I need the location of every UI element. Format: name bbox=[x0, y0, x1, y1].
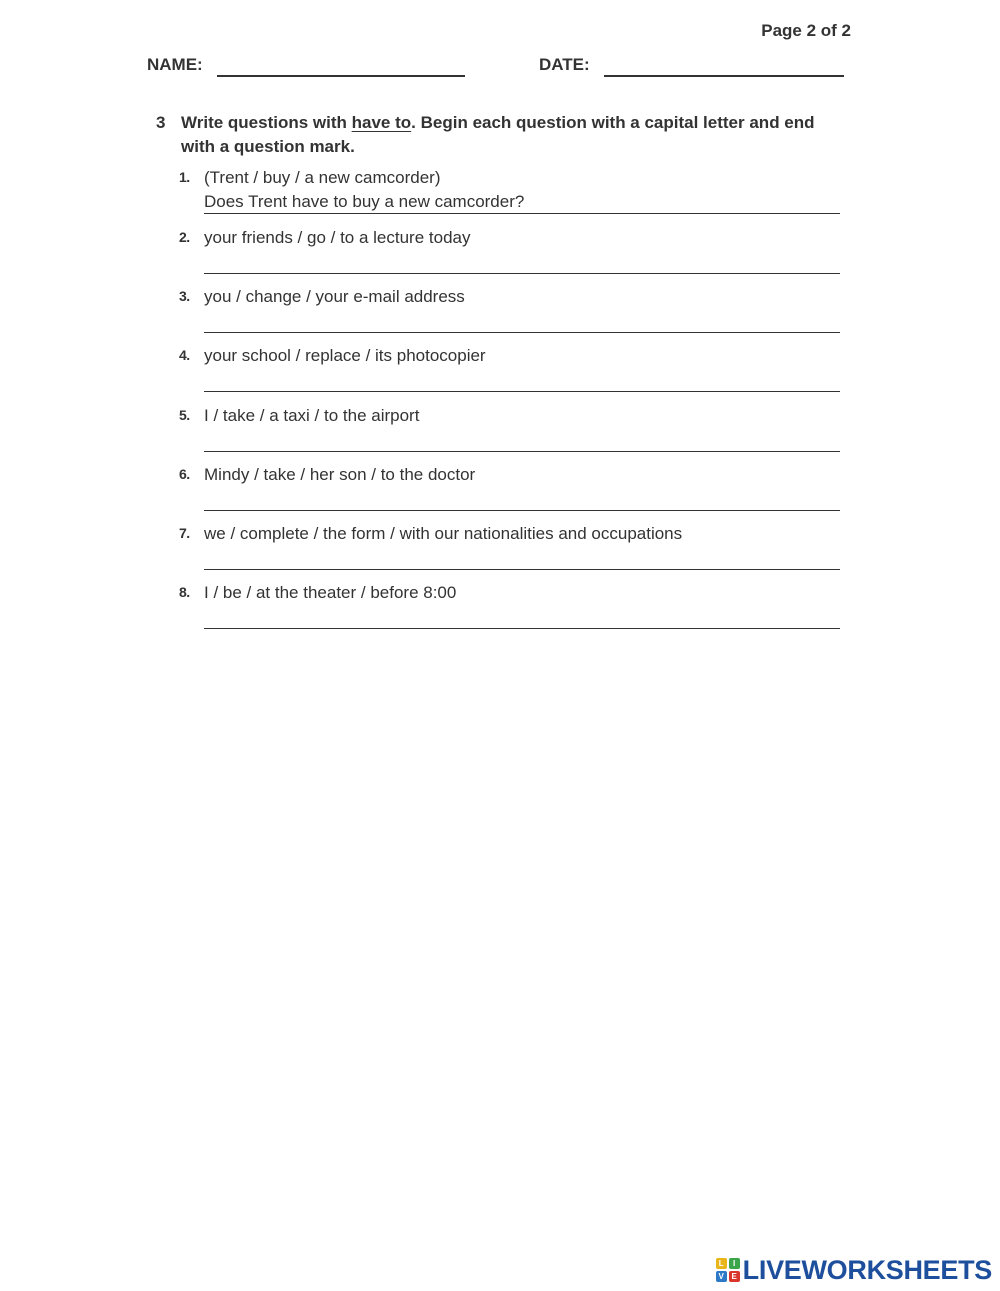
exercise-item-6 bbox=[179, 465, 841, 515]
item-answer-example: Does Trent have to buy a new camcorder? bbox=[204, 192, 525, 211]
exercise-item-1 bbox=[179, 168, 841, 218]
exercise-item-5 bbox=[179, 406, 841, 456]
date-label: DATE: bbox=[539, 55, 590, 74]
logo-mark-tile: I bbox=[729, 1258, 740, 1269]
item-number: 5. bbox=[179, 407, 190, 423]
instruction-emphasis: have to bbox=[351, 113, 412, 132]
name-field-line[interactable] bbox=[217, 75, 465, 77]
item-number: 4. bbox=[179, 347, 190, 363]
logo-mark-tile: E bbox=[729, 1271, 740, 1282]
exercise-instructions bbox=[181, 111, 851, 159]
date-field-line[interactable] bbox=[604, 75, 844, 77]
name-date-row bbox=[147, 55, 847, 79]
exercise-item-8 bbox=[179, 583, 841, 633]
exercise-item-3 bbox=[179, 287, 841, 337]
exercise-item-7 bbox=[179, 524, 841, 574]
item-prompt: I / be / at the theater / before 8:00 bbox=[204, 583, 457, 602]
exercise-item-2 bbox=[179, 228, 841, 278]
item-prompt: your friends / go / to a lecture today bbox=[204, 228, 471, 247]
answer-line[interactable] bbox=[204, 391, 840, 392]
item-prompt: your school / replace / its photocopier bbox=[204, 346, 486, 365]
item-number: 7. bbox=[179, 525, 190, 541]
item-number: 3. bbox=[179, 288, 190, 304]
logo-mark-tile: L bbox=[716, 1258, 727, 1269]
item-number: 8. bbox=[179, 584, 190, 600]
item-number: 6. bbox=[179, 466, 190, 482]
item-number: 1. bbox=[179, 169, 190, 185]
item-prompt: Mindy / take / her son / to the doctor bbox=[204, 465, 476, 484]
item-prompt: I / take / a taxi / to the airport bbox=[204, 406, 420, 425]
answer-line bbox=[204, 213, 840, 214]
logo-mark-icon bbox=[716, 1258, 740, 1282]
exercise-item-4 bbox=[179, 346, 841, 396]
item-prompt: you / change / your e-mail address bbox=[204, 287, 465, 306]
page-number: Page 2 of 2 bbox=[761, 21, 851, 40]
instruction-text-end: . Begin each question with a capital letter and end with a question mark. bbox=[181, 113, 815, 156]
answer-line[interactable] bbox=[204, 628, 840, 629]
answer-line[interactable] bbox=[204, 569, 840, 570]
answer-line[interactable] bbox=[204, 451, 840, 452]
answer-line[interactable] bbox=[204, 510, 840, 511]
name-label: NAME: bbox=[147, 55, 203, 74]
item-prompt: (Trent / buy / a new camcorder) bbox=[204, 168, 441, 187]
instruction-text-start: Write questions with bbox=[181, 113, 352, 132]
item-number: 2. bbox=[179, 229, 190, 245]
answer-line[interactable] bbox=[204, 332, 840, 333]
liveworksheets-logo bbox=[716, 1255, 992, 1285]
item-prompt: we / complete / the form / with our nationalities and occupations bbox=[204, 524, 683, 543]
logo-text: LIVEWORKSHEETS bbox=[742, 1254, 992, 1285]
logo-mark-tile: V bbox=[716, 1271, 727, 1282]
answer-line[interactable] bbox=[204, 273, 840, 274]
exercise-number: 3 bbox=[156, 113, 166, 132]
